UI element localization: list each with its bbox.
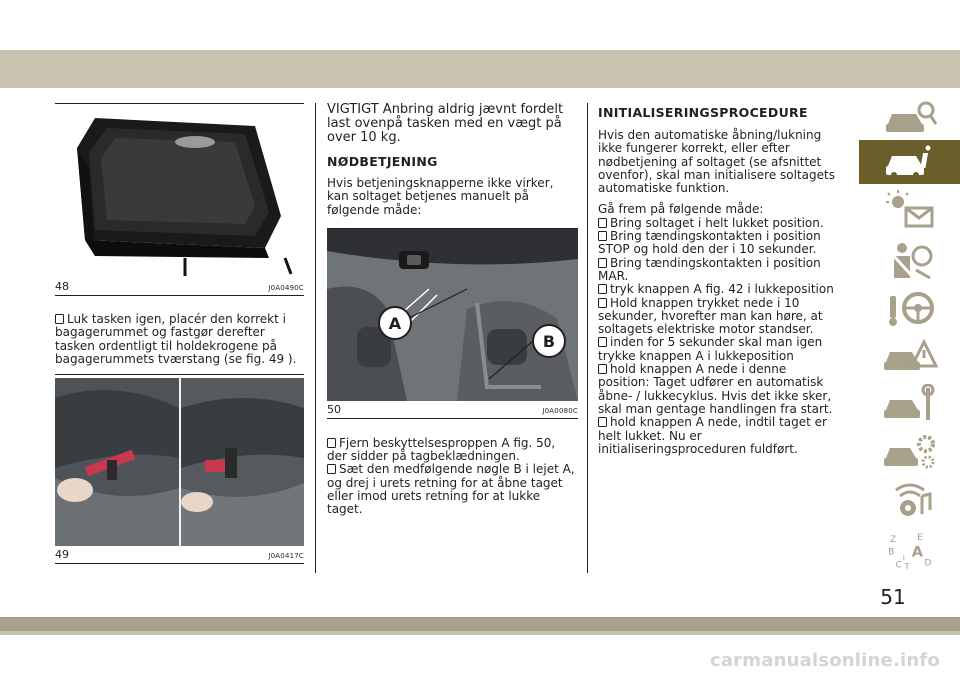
seatbelt-airbag-icon (882, 240, 938, 280)
index-letter: B (887, 547, 894, 558)
sidebar-item-car-info[interactable] (859, 140, 960, 184)
sidebar-item-light-message[interactable] (859, 188, 960, 232)
media-navigation-icon (882, 480, 938, 520)
step-text: Fjern beskyttelsesproppen A fig. 50, der sidder på tagbeklædningen. (327, 435, 556, 464)
intro-text: Hvis betjeningsknapperne ikke virker, kan soltaget betjenes manuelt på følgende måde: (327, 176, 554, 217)
step-item (327, 437, 578, 464)
figure-code: J0A0080C (542, 406, 578, 415)
index-letter: T (904, 561, 910, 571)
step-item (598, 230, 835, 257)
step-item (598, 283, 835, 296)
figure-49 (55, 378, 304, 564)
car-search-icon (882, 98, 938, 138)
checkbox-icon (598, 231, 607, 241)
sidebar-item-driving[interactable] (859, 286, 960, 330)
strap-hooks-photo (55, 378, 304, 546)
sidebar-item-technical[interactable] (859, 430, 960, 474)
index-letter: E (916, 533, 923, 544)
figure-number: 48 (55, 280, 69, 293)
figure-code: J0A0490C (268, 284, 304, 292)
step-text: Hold knappen trykket nede i 10 sekunder, hvorefter man kan høre, at soltagets elektriske motor standser. (598, 295, 823, 337)
sidebar-item-maintenance[interactable] (859, 382, 960, 426)
footer-band (0, 617, 960, 631)
step-item (55, 313, 304, 366)
sidebar-item-multimedia[interactable] (859, 478, 960, 522)
checkbox-icon (598, 218, 607, 228)
page-number: 51 (880, 585, 906, 609)
figure-number: 49 (55, 548, 69, 562)
step-text: Bring soltaget i helt lukket position. (610, 215, 824, 230)
sidebar-item-emergency[interactable] (859, 334, 960, 378)
car-info-icon (882, 142, 938, 182)
header-band (0, 50, 960, 88)
index-letter: I (902, 553, 905, 563)
top-rule (55, 103, 304, 104)
step-item (598, 257, 835, 284)
step-text: Bring tændingskontakten i position STOP og hold den der i 10 sekunder. (598, 229, 821, 257)
intro-text: Hvis den automatiske åbning/lukning ikke fungerer korrekt, eller efter nødbetjening af soltaget (se afsnittet ovenfor), skal man initialisere soltagets automatiske funktion. (598, 128, 835, 196)
step-item (327, 463, 578, 516)
step-item (598, 416, 835, 456)
middle-column (327, 103, 578, 517)
luggage-case-photo (55, 108, 304, 278)
checkbox-icon (55, 314, 64, 324)
step-text: Bring tændingskontakten i position MAR. (598, 255, 821, 283)
checkbox-icon (327, 464, 336, 474)
figure-48 (55, 108, 304, 296)
left-column (55, 103, 304, 564)
figure-number: 50 (327, 402, 341, 416)
alphabet-index-icon (882, 531, 938, 571)
step-text: Luk tasken igen, placér den korrekt i bagagerummet og fastgør derefter tasken ordentligt til holdekrogene på bagagerummets tværstang (se fig. 49 ). (55, 312, 297, 366)
figure-48-caption (55, 280, 304, 296)
checkbox-icon (598, 284, 607, 294)
label-a: A (388, 313, 402, 333)
sidebar-item-car-search[interactable] (859, 96, 960, 140)
step-text: hold knappen A nede i denne position: Taget udfører en automatisk åbne- / lukkecyklus. Hvis det ikke sker, skal man gentage handlingen fra start. (598, 362, 833, 416)
sidebar-item-safety[interactable] (859, 238, 960, 282)
column-divider (315, 103, 316, 573)
car-tools-icon (882, 384, 938, 424)
checkbox-icon (598, 337, 607, 347)
checkbox-icon (598, 364, 607, 374)
watermark: carmanualsonline.info (709, 650, 940, 671)
checkbox-icon (327, 438, 336, 448)
section-heading: INITIALISERINGSPROCEDURE (598, 105, 808, 120)
label-b: B (542, 331, 556, 351)
lead-text: Gå frem på følgende måde: (598, 202, 764, 217)
index-letter: C (894, 560, 902, 571)
sidebar-item-index[interactable] (859, 526, 960, 576)
checkbox-icon (598, 258, 607, 268)
index-letter: Z (889, 534, 896, 545)
index-letter: A (911, 544, 923, 561)
step-item (598, 336, 835, 363)
figure-50-caption (327, 403, 578, 419)
index-letter: D (924, 558, 932, 569)
steering-wheel-icon (882, 288, 938, 328)
chapter-sidebar (859, 88, 960, 617)
figure-49-caption (55, 548, 304, 564)
checkbox-icon (598, 417, 607, 427)
car-warning-icon (882, 336, 938, 376)
figure-49-rule (55, 374, 304, 375)
important-note: VIGTIGT Anbring aldrig jævnt fordelt last ovenpå tasken med en vægt på over 10 kg. (327, 102, 564, 145)
roof-lining-photo (327, 229, 578, 401)
step-item (598, 297, 835, 337)
step-item (598, 363, 835, 416)
step-item (598, 217, 835, 230)
right-column (598, 103, 835, 456)
light-message-icon (882, 190, 938, 230)
checkbox-icon (598, 298, 607, 308)
section-heading: NØDBETJENING (327, 154, 438, 169)
step-text: inden for 5 sekunder skal man igen trykke knappen A i lukkeposition (598, 335, 823, 363)
step-text: hold knappen A nede, indtil taget er helt lukket. Nu er initialiseringsproceduren fuldført. (598, 415, 827, 456)
column-divider (587, 103, 588, 573)
step-text: Sæt den medfølgende nøgle B i lejet A, og drej i urets retning for at åbne taget eller imod urets retning for at lukke taget. (327, 462, 575, 517)
step-text: tryk knappen A fig. 42 i lukkeposition (610, 282, 834, 297)
car-gears-icon (882, 432, 938, 472)
figure-50 (327, 229, 578, 419)
figure-code: J0A0417C (268, 552, 304, 561)
